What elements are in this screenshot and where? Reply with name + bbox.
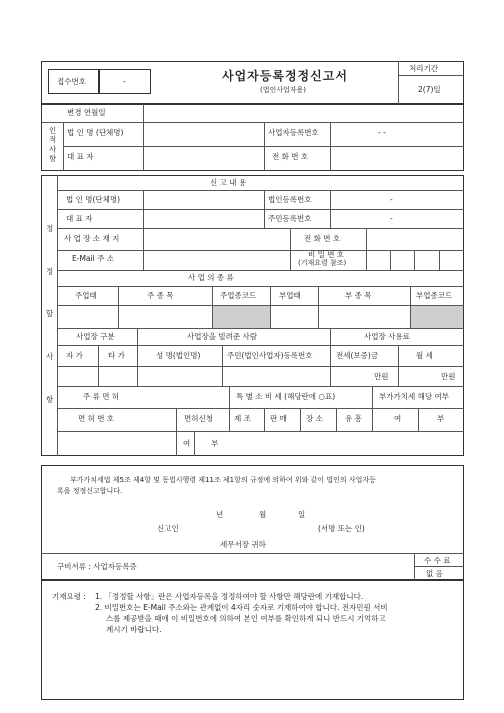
location-label: 사 업 장 소 재 지 bbox=[64, 234, 120, 243]
page-subtitle: (법인사업자용) bbox=[260, 86, 307, 94]
corp-name-label-2: 법 인 명(단체명) bbox=[66, 195, 121, 204]
receipt-label: 접수번호 bbox=[57, 77, 86, 86]
fee-label: 수 수 료 bbox=[424, 556, 451, 565]
lessor-id-label: 주민(법인사업자)등록번호 bbox=[227, 351, 313, 360]
vat-header: 부가가치세 해당 여부 bbox=[379, 392, 449, 401]
side-label-1a: 인 bbox=[49, 126, 57, 135]
biz-col-1: 주업태 bbox=[75, 291, 97, 300]
rep-label: 대 표 자 bbox=[67, 152, 94, 161]
date-year: 년 bbox=[216, 510, 224, 519]
notes-item-2-line-3: 계시기 바랍니다. bbox=[106, 625, 162, 634]
receipt-value: - bbox=[123, 77, 126, 86]
email-label: E-Mail 주 소 bbox=[72, 254, 114, 263]
lessor-name-label: 성 명(법인명) bbox=[156, 351, 201, 360]
addressee: 세무서장 귀하 bbox=[220, 540, 266, 549]
license-apply-label: 면허신청 bbox=[184, 414, 213, 423]
biz-col-2: 주 종 목 bbox=[147, 291, 174, 300]
corp-reg-value[interactable]: - bbox=[390, 195, 393, 204]
change-date-label: 변경 연월일 bbox=[67, 108, 106, 117]
deposit-label: 전세(보증)금 bbox=[336, 351, 379, 360]
premise-type-label: 사업장 구분 bbox=[76, 332, 115, 341]
password-note: (기재요령 참조) bbox=[298, 259, 347, 267]
side-label-2b: 정 bbox=[46, 267, 54, 276]
monthly-unit: 만원 bbox=[441, 372, 456, 381]
excise-col-4: 유 흥 bbox=[345, 414, 362, 423]
processing-label: 처리기간 bbox=[409, 64, 438, 73]
side-label-1c: 사 bbox=[49, 145, 57, 154]
excise-header: 특 별 소 비 세 (해당란에 ○표) bbox=[236, 392, 336, 401]
biz-type-header: 사 업 의 종 류 bbox=[188, 273, 234, 282]
biz-col-6: 부업종코드 bbox=[416, 291, 453, 300]
corp-name-label: 법 인 명 (단체명) bbox=[67, 128, 124, 137]
side-label-2a: 정 bbox=[46, 224, 54, 233]
signer-label: 신고인 bbox=[157, 524, 179, 533]
excise-col-2: 판 매 bbox=[270, 414, 287, 423]
side-label-1b: 적 bbox=[49, 135, 57, 144]
corp-name-field[interactable] bbox=[145, 124, 262, 144]
phone-label: 전 화 번 호 bbox=[272, 152, 309, 161]
sign-note: (서명 또는 인) bbox=[318, 524, 365, 533]
docs-label: 구비서류 : 사업자등록증 bbox=[57, 562, 137, 571]
rrn-value[interactable]: - bbox=[390, 214, 393, 223]
phone-label-2: 전 화 번 호 bbox=[304, 234, 341, 243]
vat-yes[interactable]: 여 bbox=[394, 414, 402, 423]
excise-col-3: 장 소 bbox=[306, 414, 323, 423]
excise-col-1: 제 조 bbox=[234, 414, 251, 423]
biz-col-4: 부업태 bbox=[279, 291, 301, 300]
page-title: 사업자등록정정신고서 bbox=[222, 69, 348, 83]
apply-no[interactable]: 부 bbox=[211, 439, 219, 448]
rep-label-2: 대 표 자 bbox=[66, 214, 93, 223]
shaded-main-code bbox=[213, 306, 270, 328]
vat-no[interactable]: 부 bbox=[437, 414, 445, 423]
biz-reg-value[interactable]: - - bbox=[378, 128, 386, 137]
biz-reg-label: 사업자등록번호 bbox=[268, 128, 319, 137]
processing-value: 2(7)일 bbox=[418, 85, 441, 94]
side-label-1d: 항 bbox=[49, 154, 57, 163]
notes-item-1: 1. 「정정할 사항」란은 사업자등록을 정정하여야 할 사항만 해당란에 기재합니다. bbox=[95, 592, 364, 601]
lessor-label: 사업장을 빌려준 사람 bbox=[187, 332, 257, 341]
deposit-unit: 만원 bbox=[374, 372, 389, 381]
side-label-2c: 할 bbox=[46, 309, 54, 318]
monthly-label: 월 세 bbox=[416, 351, 433, 360]
corp-reg-label: 법인등록번호 bbox=[268, 195, 312, 204]
section2-header: 신 고 내 용 bbox=[210, 178, 247, 187]
biz-col-5: 부 종 목 bbox=[345, 291, 372, 300]
declaration-line-1: 부가가치세법 제5조 제4항 및 동법시행령 제11조 제1항의 규정에 의하여 위와 같이 법인의 사업자등 bbox=[70, 476, 376, 484]
own-label[interactable]: 자 가 bbox=[66, 351, 83, 360]
date-day: 일 bbox=[298, 510, 306, 519]
side-label-2d: 사 bbox=[46, 352, 54, 361]
fee-value: 없 음 bbox=[426, 569, 443, 578]
notes-item-2-line-2: 스를 제공받을 때에 이 비밀번호에 의하여 본인 여부를 확인하게 되니 반드시 기억하고 bbox=[106, 614, 386, 623]
license-header: 주 류 면 허 bbox=[83, 392, 120, 401]
declaration-line-2: 록을 정정신고합니다. bbox=[57, 487, 123, 495]
rrn-label: 주민등록번호 bbox=[268, 214, 312, 223]
shaded-sub-code bbox=[411, 306, 463, 328]
side-label-2e: 항 bbox=[46, 395, 54, 404]
password-label: 비 밀 번 호 bbox=[308, 250, 345, 259]
rent-fee-label: 사업장 사용료 bbox=[364, 332, 410, 341]
date-month: 월 bbox=[259, 510, 267, 519]
apply-yes[interactable]: 여 bbox=[183, 439, 191, 448]
biz-col-3: 주업종코드 bbox=[220, 291, 257, 300]
license-no-label: 면 허 번 호 bbox=[78, 414, 115, 423]
notes-item-2-line-1: 2. 비밀번호는 E-Mail 주소와는 관계없이 4자리 숫자로 기재하여야 합니다. 전자민원 서비 bbox=[95, 603, 388, 612]
notes-lead: 기재요령 : bbox=[52, 592, 86, 601]
other-label[interactable]: 타 가 bbox=[108, 351, 125, 360]
